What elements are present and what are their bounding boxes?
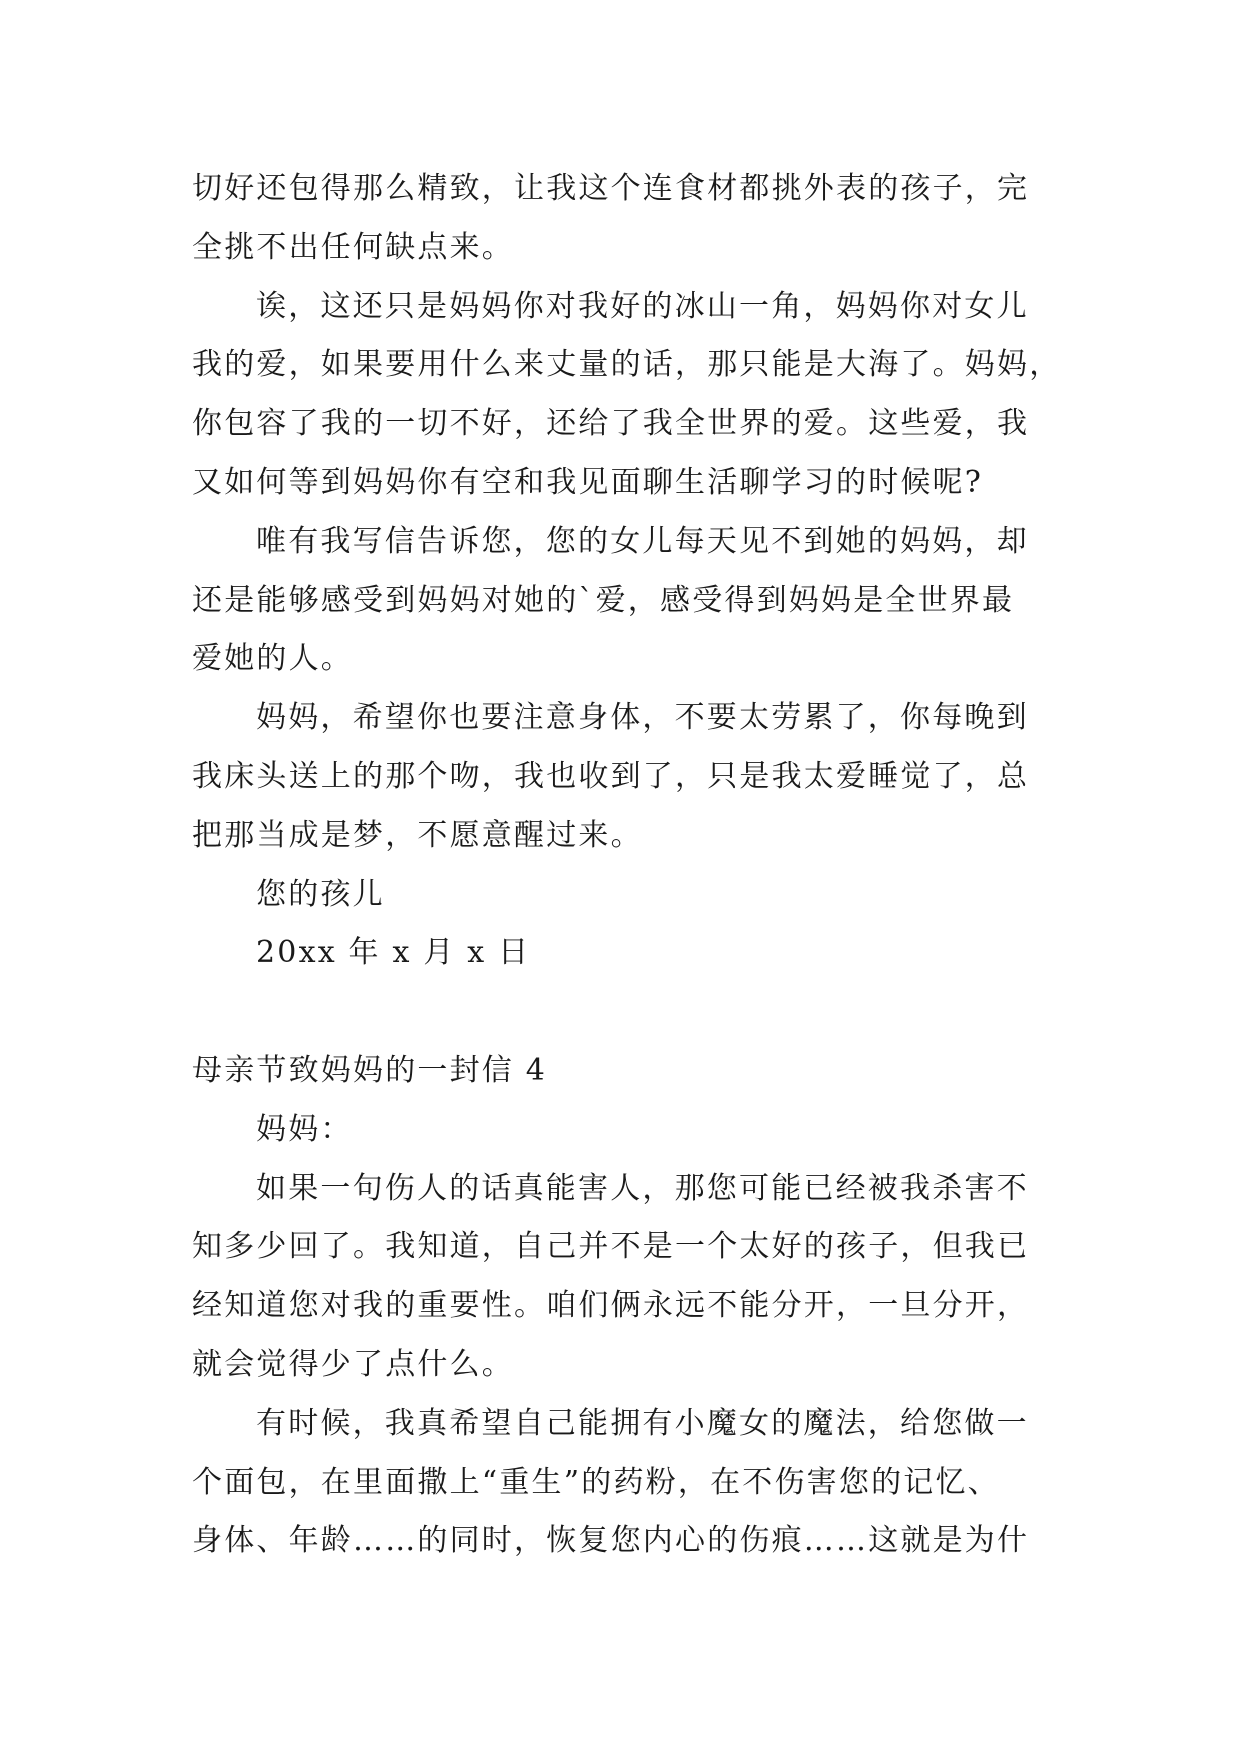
text-line: 我的爱，如果要用什么来丈量的话，那只能是大海了。妈妈， — [192, 347, 1062, 383]
text-line: 就会觉得少了点什么。 — [192, 1346, 514, 1382]
text-line: 全挑不出任何缺点来。 — [192, 229, 514, 265]
text-line: 切好还包得那么精致，让我这个连食材都挑外表的孩子，完 — [192, 171, 1030, 206]
text-line: 有时候，我真希望自己能拥有小魔女的魔法，给您做一 — [256, 1405, 1029, 1441]
letter-body — [192, 160, 1062, 1571]
text-line: 如果一句伤人的话真能害人，那您可能已经被我杀害不 — [256, 1170, 1029, 1206]
text-line: 我床头送上的那个吻，我也收到了，只是我太爱睡觉了，总 — [192, 758, 1030, 794]
text-line: 妈妈，希望你也要注意身体，不要太劳累了，你每晚到 — [256, 700, 1029, 736]
text-line: 唯有我写信告诉您，您的女儿每天见不到她的妈妈，却 — [256, 523, 1029, 559]
text-line: 个面包，在里面撒上“重生”的药粉，在不伤害您的记忆、 — [192, 1464, 1000, 1500]
section-gap — [192, 983, 1062, 1042]
text-line: 又如何等到妈妈你有空和我见面聊生活聊学习的时候呢? — [192, 464, 984, 500]
section-title: 母亲节致妈妈的一封信 4 — [192, 1052, 548, 1088]
text-line: 诶，这还只是妈妈你对我好的冰山一角，妈妈你对女儿 — [256, 288, 1029, 324]
text-line: 知多少回了。我知道，自己并不是一个太好的孩子，但我已 — [192, 1229, 1030, 1265]
text-line: 你包容了我的一切不好，还给了我全世界的爱。这些爱，我 — [192, 406, 1030, 442]
text-line: 把那当成是梦，不愿意醒过来。 — [192, 817, 643, 853]
letter-date: 20xx 年 x 月 x 日 — [256, 935, 531, 971]
text-line: 经知道您对我的重要性。咱们俩永远不能分开，一旦分开， — [192, 1288, 1030, 1324]
text-line: 还是能够感受到妈妈对她的`爱，感受得到妈妈是全世界最 — [192, 582, 1015, 618]
text-line: 身体、年龄……的同时，恢复您内心的伤痕……这就是为什 — [192, 1523, 1030, 1559]
text-line: 爱她的人。 — [192, 641, 353, 677]
salutation: 妈妈： — [256, 1111, 353, 1147]
signature: 您的孩儿 — [256, 876, 385, 912]
